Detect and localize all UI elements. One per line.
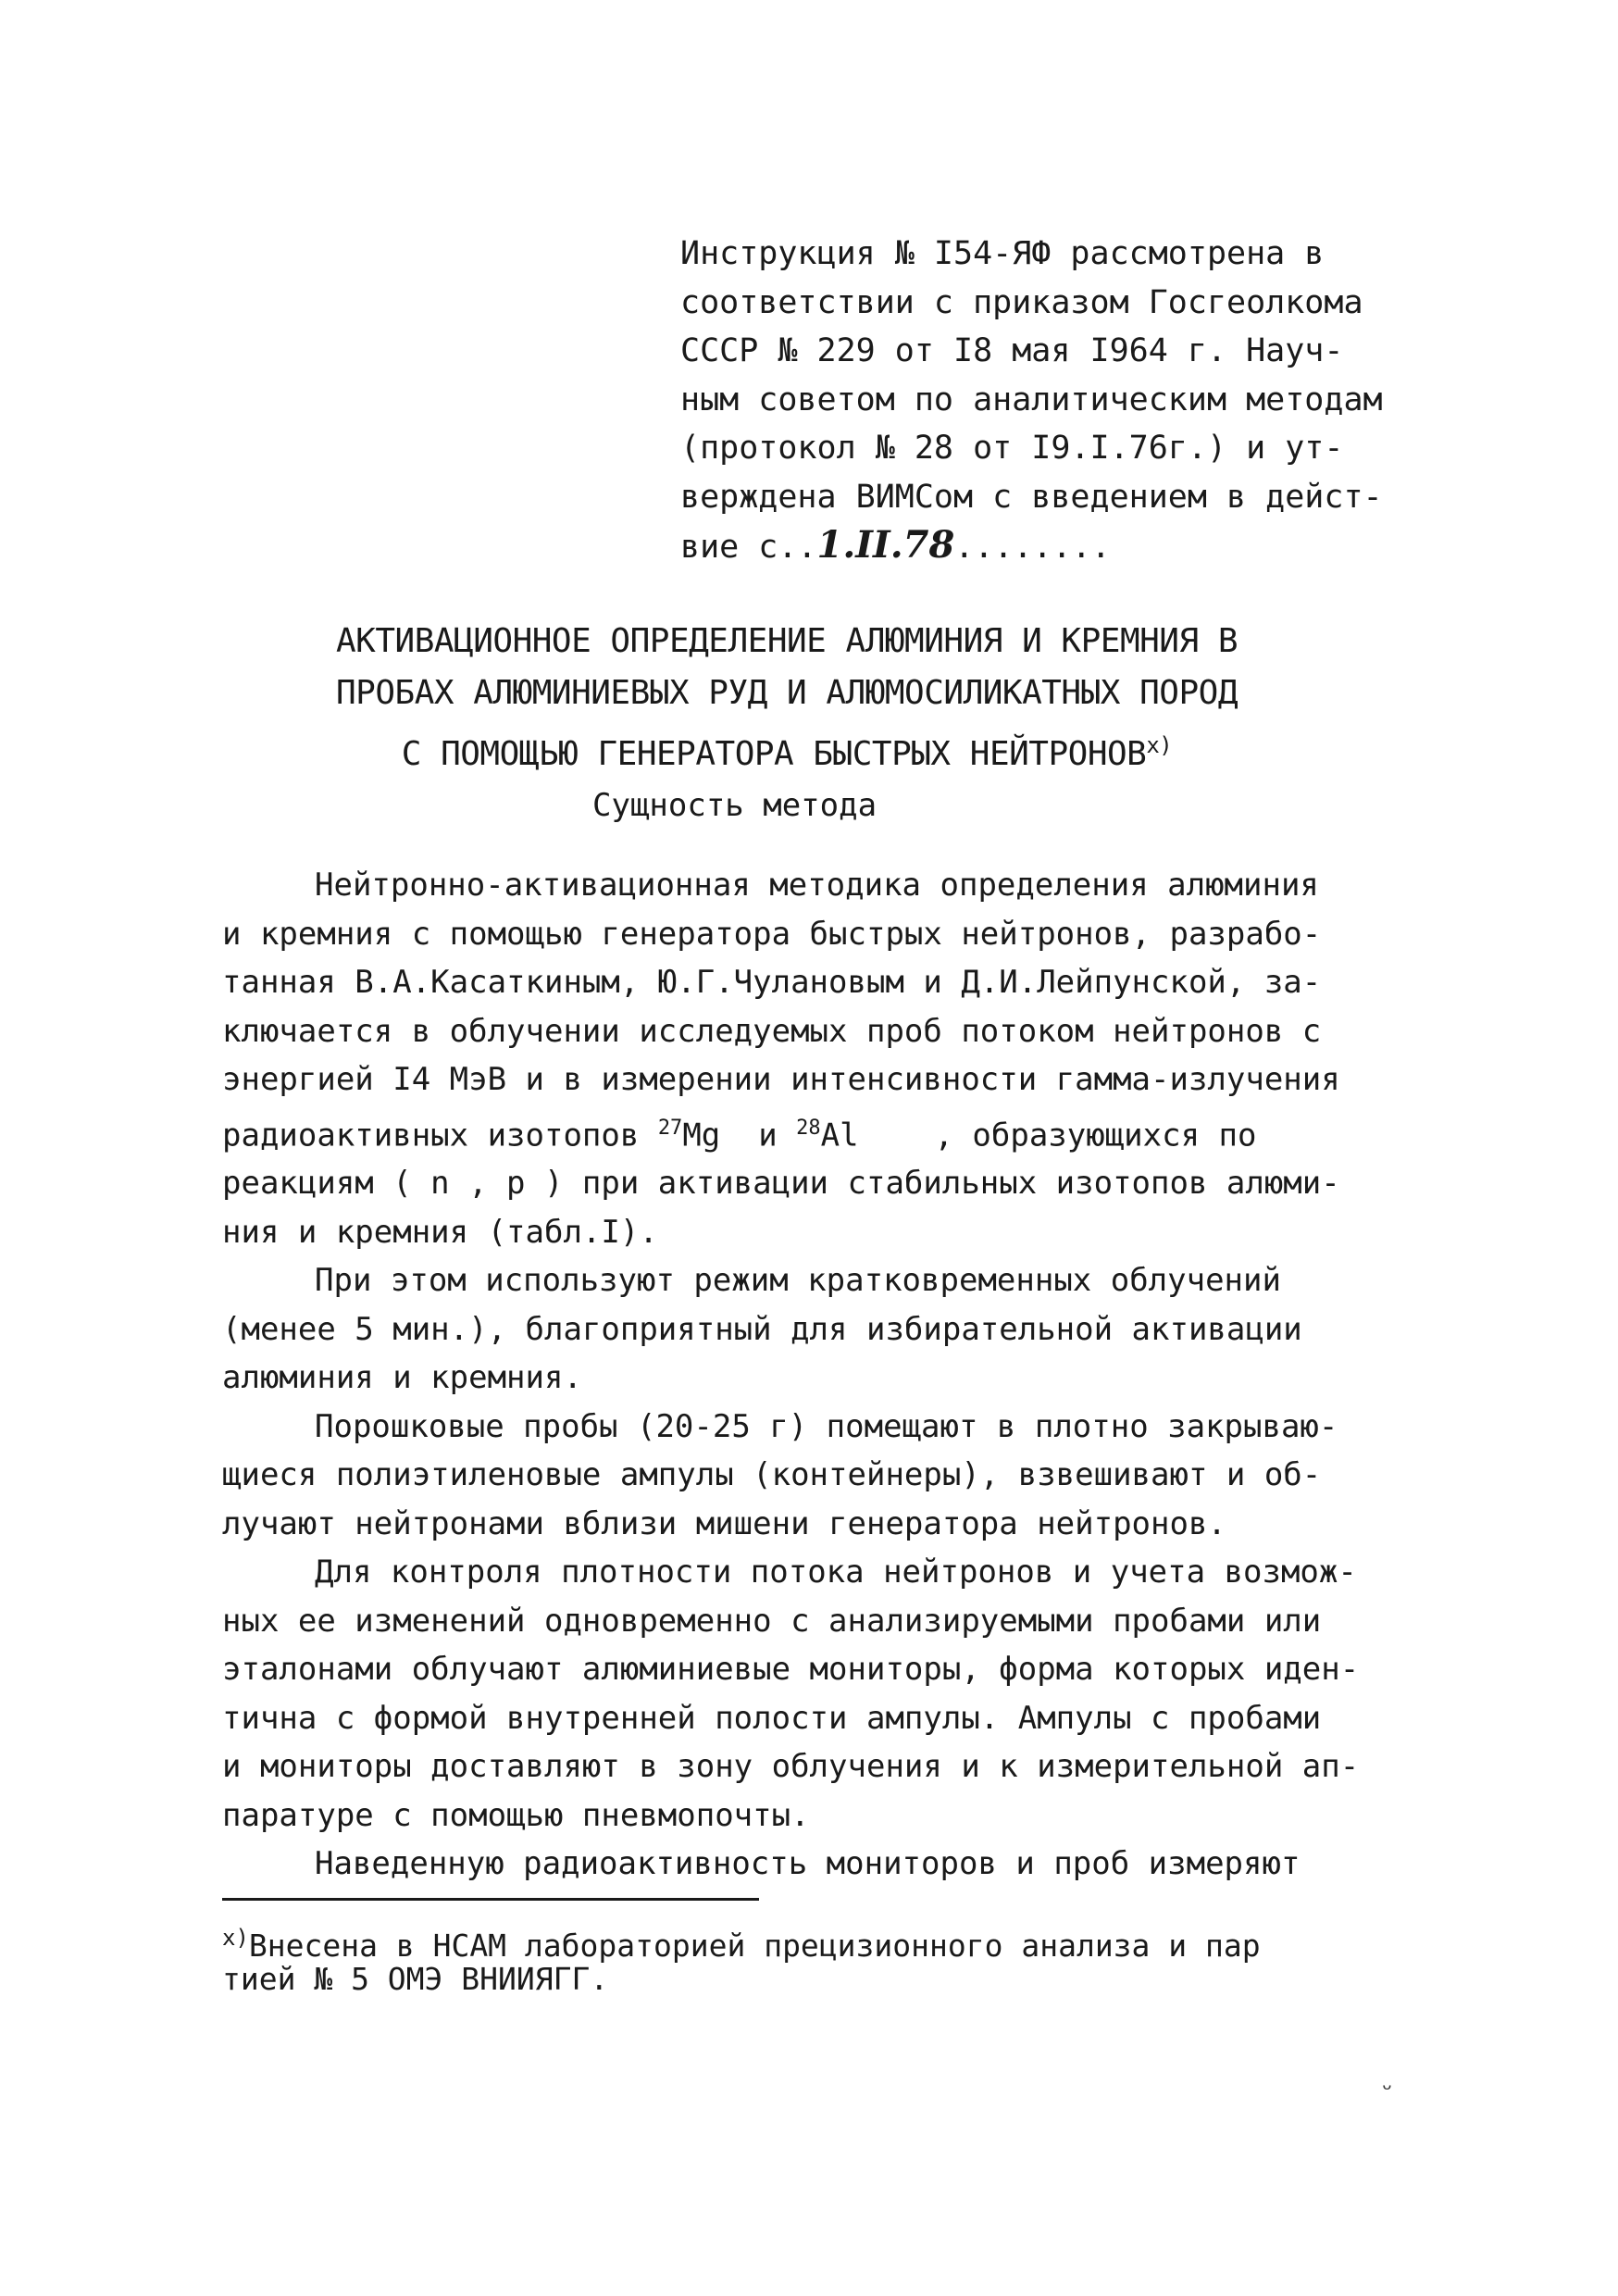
paragraph-line: энергией I4 МэВ и в измерении интенсивности гамма-излучения [222, 1061, 1340, 1098]
approval-line: соответствии с приказом Госгеолкома [680, 283, 1363, 321]
footnote-line: тией № 5 ОМЭ ВНИИЯГГ. [222, 1961, 609, 1997]
isotope-suffix: , образующихся по [858, 1116, 1257, 1154]
paragraph-line: алюминия и кремния. [222, 1359, 582, 1397]
footnote [222, 1921, 1416, 1996]
footnote-divider [222, 1898, 759, 1901]
document-title [268, 616, 1305, 780]
approval-last-suffix: ........ [954, 529, 1111, 566]
isotope-conj: и [720, 1116, 797, 1154]
paragraph-line: Нейтронно-активационная методика определения алюминия [315, 867, 1319, 904]
paragraph-line: и мониторы доставляют в зону облучения и к измерительной ап- [222, 1748, 1360, 1786]
al-mass-number: 28 [796, 1116, 821, 1140]
title-footnote-mark: x) [1146, 732, 1173, 758]
paragraph-line: (менее 5 мин.), благоприятный для избирательной активации [222, 1310, 1302, 1348]
handwritten-date: 1.II.78 [816, 523, 955, 567]
paragraph-line: ных ее изменений одновременно с анализируемыми пробами или [222, 1602, 1322, 1640]
approval-note [680, 230, 1421, 572]
paragraph-line: При этом используют режим кратковременных облучений [315, 1262, 1281, 1300]
title-line: ПРОБАХ АЛЮМИНИЕВЫХ РУД И АЛЮМОСИЛИКАТНЫХ ПОРОД [336, 674, 1238, 712]
isotope-prefix: радиоактивных изотопов [222, 1116, 658, 1154]
paragraph-line: щиеся полиэтиленовые ампулы (контейнеры), взвешивают и об- [222, 1456, 1322, 1494]
approval-line: (протокол № 28 от I9.I.76г.) и ут- [680, 430, 1344, 467]
title-line-last [268, 719, 1305, 780]
approval-line: верждена ВИМСом с введением в дейст- [680, 478, 1383, 516]
footnote-line [222, 1921, 1416, 1963]
approval-last-prefix: вие с.. [680, 529, 817, 566]
paragraph-line: Порошковые пробы (20-25 г) помещают в плотно закрываю- [315, 1407, 1338, 1445]
footnote-text: Внесена в НСАМ лабораторией прецизионного анализа и пар [248, 1928, 1261, 1964]
body-text [222, 861, 1416, 1889]
title-line-text: С ПОМОЩЬЮ ГЕНЕРАТОРА БЫСТРЫХ НЕЙТРОНОВ [401, 735, 1147, 773]
paragraph-line: эталонами облучают алюминиевые мониторы, форма которых иден- [222, 1651, 1360, 1689]
paragraph-line: Наведенную радиоактивность мониторов и проб измеряют [315, 1845, 1301, 1883]
corner-mark: ᵕ [1379, 2074, 1395, 2104]
isotope-line [222, 1104, 1416, 1160]
approval-line: СССР № 229 от I8 мая I964 г. Науч- [680, 332, 1344, 369]
approval-line-last [680, 521, 1421, 572]
paragraph-line: ключается в облучении исследуемых проб потоком нейтронов с [222, 1012, 1322, 1050]
paragraph-line: тична с формой внутренней полости ампулы. Ампулы с пробами [222, 1699, 1322, 1737]
approval-line: ным советом по аналитическим методам [680, 381, 1383, 418]
al-symbol: Al [820, 1116, 859, 1154]
title-line: АКТИВАЦИОННОЕ ОПРЕДЕЛЕНИЕ АЛЮМИНИЯ И КРЕМНИЯ В [336, 622, 1238, 660]
paragraph-line: Для контроля плотности потока нейтронов и учета возмож- [315, 1554, 1357, 1591]
paragraph-line: паратуре с помощью пневмопочты. [222, 1796, 810, 1834]
section-heading: Сущность метода [592, 787, 877, 824]
paragraph-line: и кремния с помощью генератора быстрых нейтронов, разрабо- [222, 915, 1322, 953]
paragraph-line: лучают нейтронами вблизи мишени генератора нейтронов. [222, 1504, 1226, 1542]
paragraph-line: танная В.А.Касаткиным, Ю.Г.Чулановым и Д.И.Лейпунской, за- [222, 964, 1322, 1001]
mg-mass-number: 27 [657, 1116, 683, 1140]
approval-line: Инструкция № I54-ЯФ рассмотрена в [680, 235, 1325, 272]
paragraph-line: ния и кремния (табл.I). [222, 1213, 658, 1251]
paragraph-line: реакциям ( n , p ) при активации стабильных изотопов алюми- [222, 1165, 1340, 1203]
footnote-mark: x) [222, 1925, 249, 1951]
mg-symbol: Mg [682, 1116, 721, 1154]
